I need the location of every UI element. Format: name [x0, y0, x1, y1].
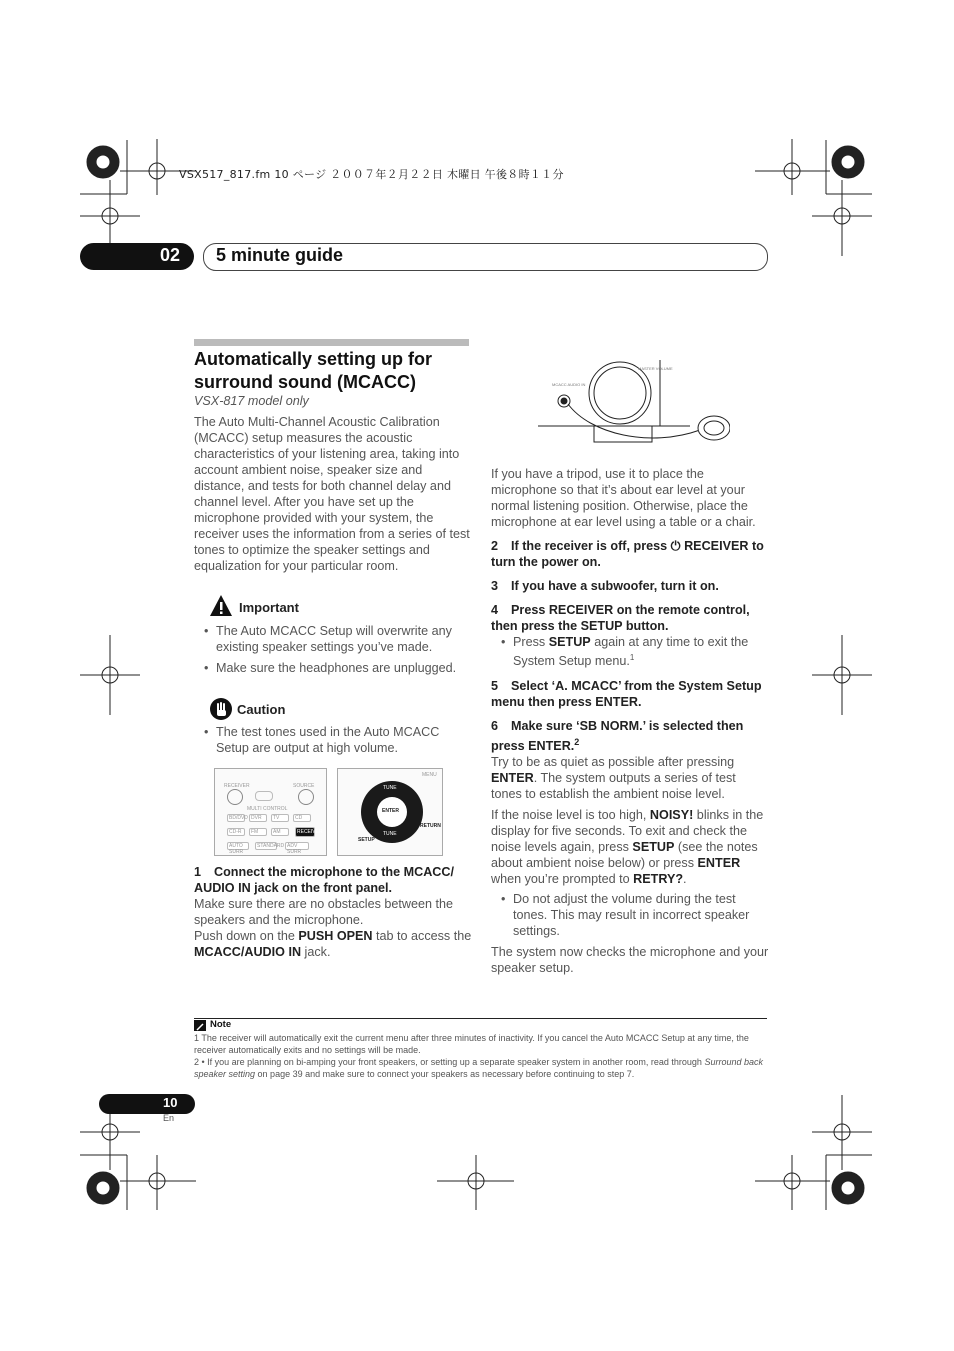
tripod-paragraph: If you have a tripod, use it to place the microphone so that it’s about ear level at your normal listening position. Otherwise, place the microphone at ear level using a table or a chair.: [491, 467, 756, 529]
remote-button: ADV SURR: [285, 842, 309, 850]
list-item: • Make sure the headphones are unplugged.: [216, 660, 474, 676]
receiver-front-panel-illustration: [530, 356, 730, 448]
page-number: 10: [163, 1095, 178, 1110]
important-list: [194, 623, 474, 681]
notes-heading: Note: [210, 1019, 232, 1030]
step-1-body: Make sure there are no obstacles between the speakers and the microphone. Push down on the PUSH OPEN tab to access the MCACC/AUDIO IN jack.: [194, 897, 472, 959]
warning-icon: [209, 594, 233, 618]
remote-button: CD-R: [227, 828, 245, 836]
footnote-1: 1 The receiver will automatically exit the current menu after three minutes of inactivity. If you cancel the Auto MCACC Setup at any time, the receiver automatically exits and no settings will be made.: [194, 1033, 749, 1055]
notes-rule: [194, 1018, 767, 1019]
power-icon: [298, 789, 314, 805]
receiver-button: RECEIVER: [297, 829, 323, 835]
remote-button: AUTO SURR: [227, 842, 249, 850]
section-rule: [194, 339, 469, 346]
step-5: 5 Select ‘A. MCACC’ from the System Setup menu then press ENTER.: [491, 679, 762, 709]
file-info-header: VSX517_817.fm 10 ページ ２００７年２月２２日 木曜日 午後８時１１分: [179, 168, 564, 181]
tune-up-label: TUNE: [383, 785, 397, 791]
list-item: • The Auto MCACC Setup will overwrite any existing speaker settings you’ve made.: [216, 623, 474, 655]
remote-illustration-left: [214, 768, 327, 856]
language-code: En: [163, 1113, 175, 1123]
receiver-label: RECEIVER: [224, 783, 250, 789]
page-number-pill: [99, 1094, 195, 1114]
step-6-bullet: [491, 891, 769, 944]
power-icon: ⏻: [670, 539, 681, 553]
list-item: • Press SETUP again at any time to exit the System Setup menu.$^1$: [513, 634, 769, 669]
important-block: [209, 594, 233, 623]
master-volume-label: MASTER VOLUME: [638, 366, 673, 371]
list-item: • Do not adjust the volume during the test tones. This may result in incorrect speaker settings.: [513, 891, 769, 939]
step-1-body-text: Make sure there are no obstacles between the speakers and the microphone.: [194, 897, 454, 927]
step-3: 3 If you have a subwoofer, turn it on.: [491, 579, 719, 593]
step-4-bullet: [491, 634, 769, 674]
enter-button: ENTER: [377, 797, 407, 827]
remote-button: BD/DVD: [229, 815, 248, 821]
mic-jack-label: MCACC AUDIO IN: [552, 382, 586, 387]
section-title: Automatically setting up for surround sound (MCACC): [194, 349, 433, 392]
remote-button: TV: [271, 814, 289, 822]
remote-button: CD: [293, 814, 311, 822]
chapter-title: 5 minute guide: [216, 245, 344, 265]
power-icon: [227, 789, 243, 805]
footnote-2: 2 • If you are planning on bi-amping your front speakers, or setting up a separate speaker system in another room, read through Surround back speaker setting on page 39 and make sure to connect your speakers as necessary before continuing to step 7.: [194, 1057, 763, 1079]
remote-button: AM: [271, 828, 289, 836]
caution-hand-icon: [209, 697, 233, 721]
important-heading: Important: [239, 600, 299, 615]
step-1-heading: [194, 864, 474, 896]
list-item: • The test tones used in the Auto MCACC Setup are output at high volume.: [216, 724, 474, 756]
intro-paragraph: The Auto Multi-Channel Acoustic Calibration (MCACC) setup measures the acoustic characteristics of your listening area, taking into account ambient noise, speaker size and distance, and tests for both channel delay and channel level. After you have set up the microphone provided with your system, the receiver uses the information from a series of test tones to optimize the speaker settings and equalization for your particular room.: [194, 415, 470, 573]
setup-label: SETUP: [358, 837, 375, 843]
caution-heading: Caution: [237, 702, 286, 717]
model-note: VSX-817 model only: [194, 394, 309, 408]
step-text: Connect the microphone to the MCACC/ AUDIO IN jack on the front panel.: [194, 865, 454, 895]
remote-button: FM: [249, 828, 267, 836]
menu-label: MENU: [422, 772, 437, 778]
step-4: 4 Press RECEIVER on the remote control, then press the SETUP button.: [491, 603, 750, 633]
step-6-paragraph-2: If the noise level is too high, NOISY! blinks in the display for five seconds. To exit and check the noise levels again, press SETUP (see the notes about ambient noise below) or press ENTER when you’re prompted to RETRY?.: [491, 808, 764, 886]
caution-block: [209, 697, 233, 726]
step-number: 1: [194, 865, 202, 879]
source-label: SOURCE: [293, 783, 315, 789]
return-label: RETURN: [420, 823, 441, 829]
input-select-button: [255, 791, 273, 801]
chapter-number: 02: [160, 245, 181, 265]
remote-button: DVR: [249, 814, 267, 822]
step-6-paragraph-1: Try to be as quiet as possible after pressing ENTER. The system outputs a series of test tones to establish the ambient noise level.: [491, 755, 736, 801]
note-pencil-icon: [194, 1020, 206, 1031]
step-6-paragraph-3: The system now checks the microphone and your speaker setup.: [491, 945, 769, 975]
step-6: 6 Make sure ‘SB NORM.’ is selected then press ENTER.$^2$: [491, 719, 744, 754]
remote-button: STANDARD: [257, 843, 285, 849]
tune-down-label: TUNE: [383, 831, 397, 837]
step-2: 2 If the receiver is off, press ⏻ RECEIVER to turn the power on.: [491, 539, 764, 569]
multi-control-label: MULTI CONTROL: [247, 806, 288, 812]
remote-illustration-right: [337, 768, 443, 856]
caution-list: [194, 724, 474, 761]
